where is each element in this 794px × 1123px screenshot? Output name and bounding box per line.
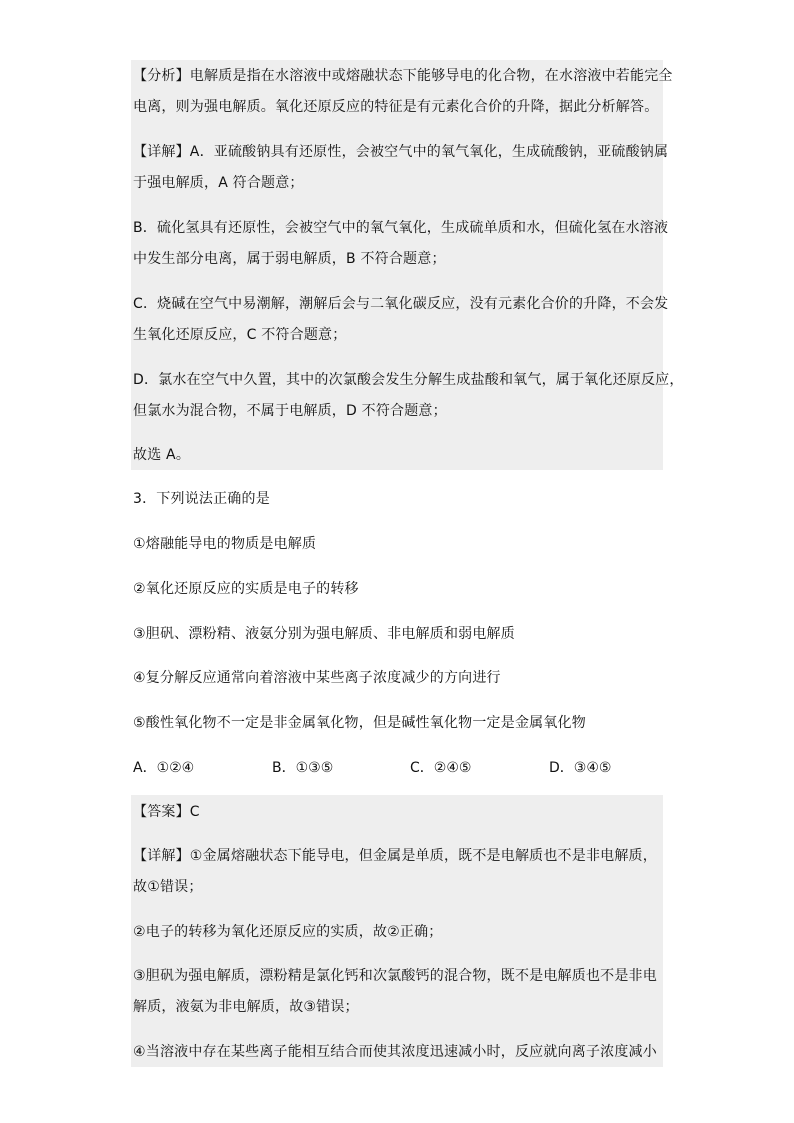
answer-line: 解质，液氨为非电解质，故③错误； [133,999,359,1015]
statement-item: ③胆矾、漂粉精、液氨分别为强电解质、非电解质和弱电解质 [133,626,515,642]
detail-a-line-2: 于强电解质，A 符合题意； [133,175,304,191]
answer-line: 故①错误； [133,879,203,895]
detail-conclusion: 故选 A。 [133,447,191,463]
answer-line: ④当溶液中存在某些离子能相互结合而使其浓度迅速减小时，反应就向离子浓度减小 [133,1044,657,1060]
answer-line: ③胆矾为强电解质，漂粉精是氯化钙和次氯酸钙的混合物，既不是电解质也不是非电 [133,968,657,984]
detail-c-line-2: 生氧化还原反应，C 不符合题意； [133,327,347,343]
answer-label: 【答案】C [133,804,200,820]
statement-item: ①熔融能导电的物质是电解质 [133,536,317,552]
analysis-line-1: 【分析】电解质是指在水溶液中或熔融状态下能够导电的化合物，在水溶液中若能完全 [133,68,673,84]
statement-item: ⑤酸性氧化物不一定是非金属氧化物，但是碱性氧化物一定是金属氧化物 [133,715,586,731]
answer-line: 【详解】①金属熔融状态下能导电，但金属是单质，既不是电解质也不是非电解质， [133,848,657,864]
detail-d-line-1: D．氯水在空气中久置，其中的次氯酸会发生分解生成盐酸和氧气，属于氧化还原反应， [133,372,684,388]
option-d: D．③④⑤ [549,760,612,776]
option-b: B．①③⑤ [272,760,334,776]
detail-d-line-2: 但氯水为混合物，不属于电解质，D 不符合题意； [133,403,447,419]
detail-b-line-2: 中发生部分电离，属于弱电解质，B 不符合题意； [133,251,446,267]
option-c: C．②④⑤ [410,760,472,776]
detail-c-line-1: C．烧碱在空气中易潮解，潮解后会与二氧化碳反应，没有元素化合价的升降，不会发 [133,296,669,312]
detail-b-line-1: B．硫化氢具有还原性，会被空气中的氧气氧化，生成硫单质和水，但硫化氢在水溶液 [133,220,669,236]
analysis-line-2: 电离，则为强电解质。氧化还原反应的特征是有元素化合价的升降，据此分析解答。 [133,99,659,115]
statement-item: ②氧化还原反应的实质是电子的转移 [133,581,359,597]
option-a: A．①②④ [133,760,195,776]
statement-item: ④复分解反应通常向着溶液中某些离子浓度减少的方向进行 [133,670,501,686]
answer-line: ②电子的转移为氧化还原反应的实质，故②正确； [133,924,443,940]
detail-a-line-1: 【详解】A．亚硫酸钠具有还原性，会被空气中的氧气氧化，生成硫酸钠，亚硫酸钠属 [133,144,669,160]
question-stem: 3．下列说法正确的是 [133,491,270,507]
